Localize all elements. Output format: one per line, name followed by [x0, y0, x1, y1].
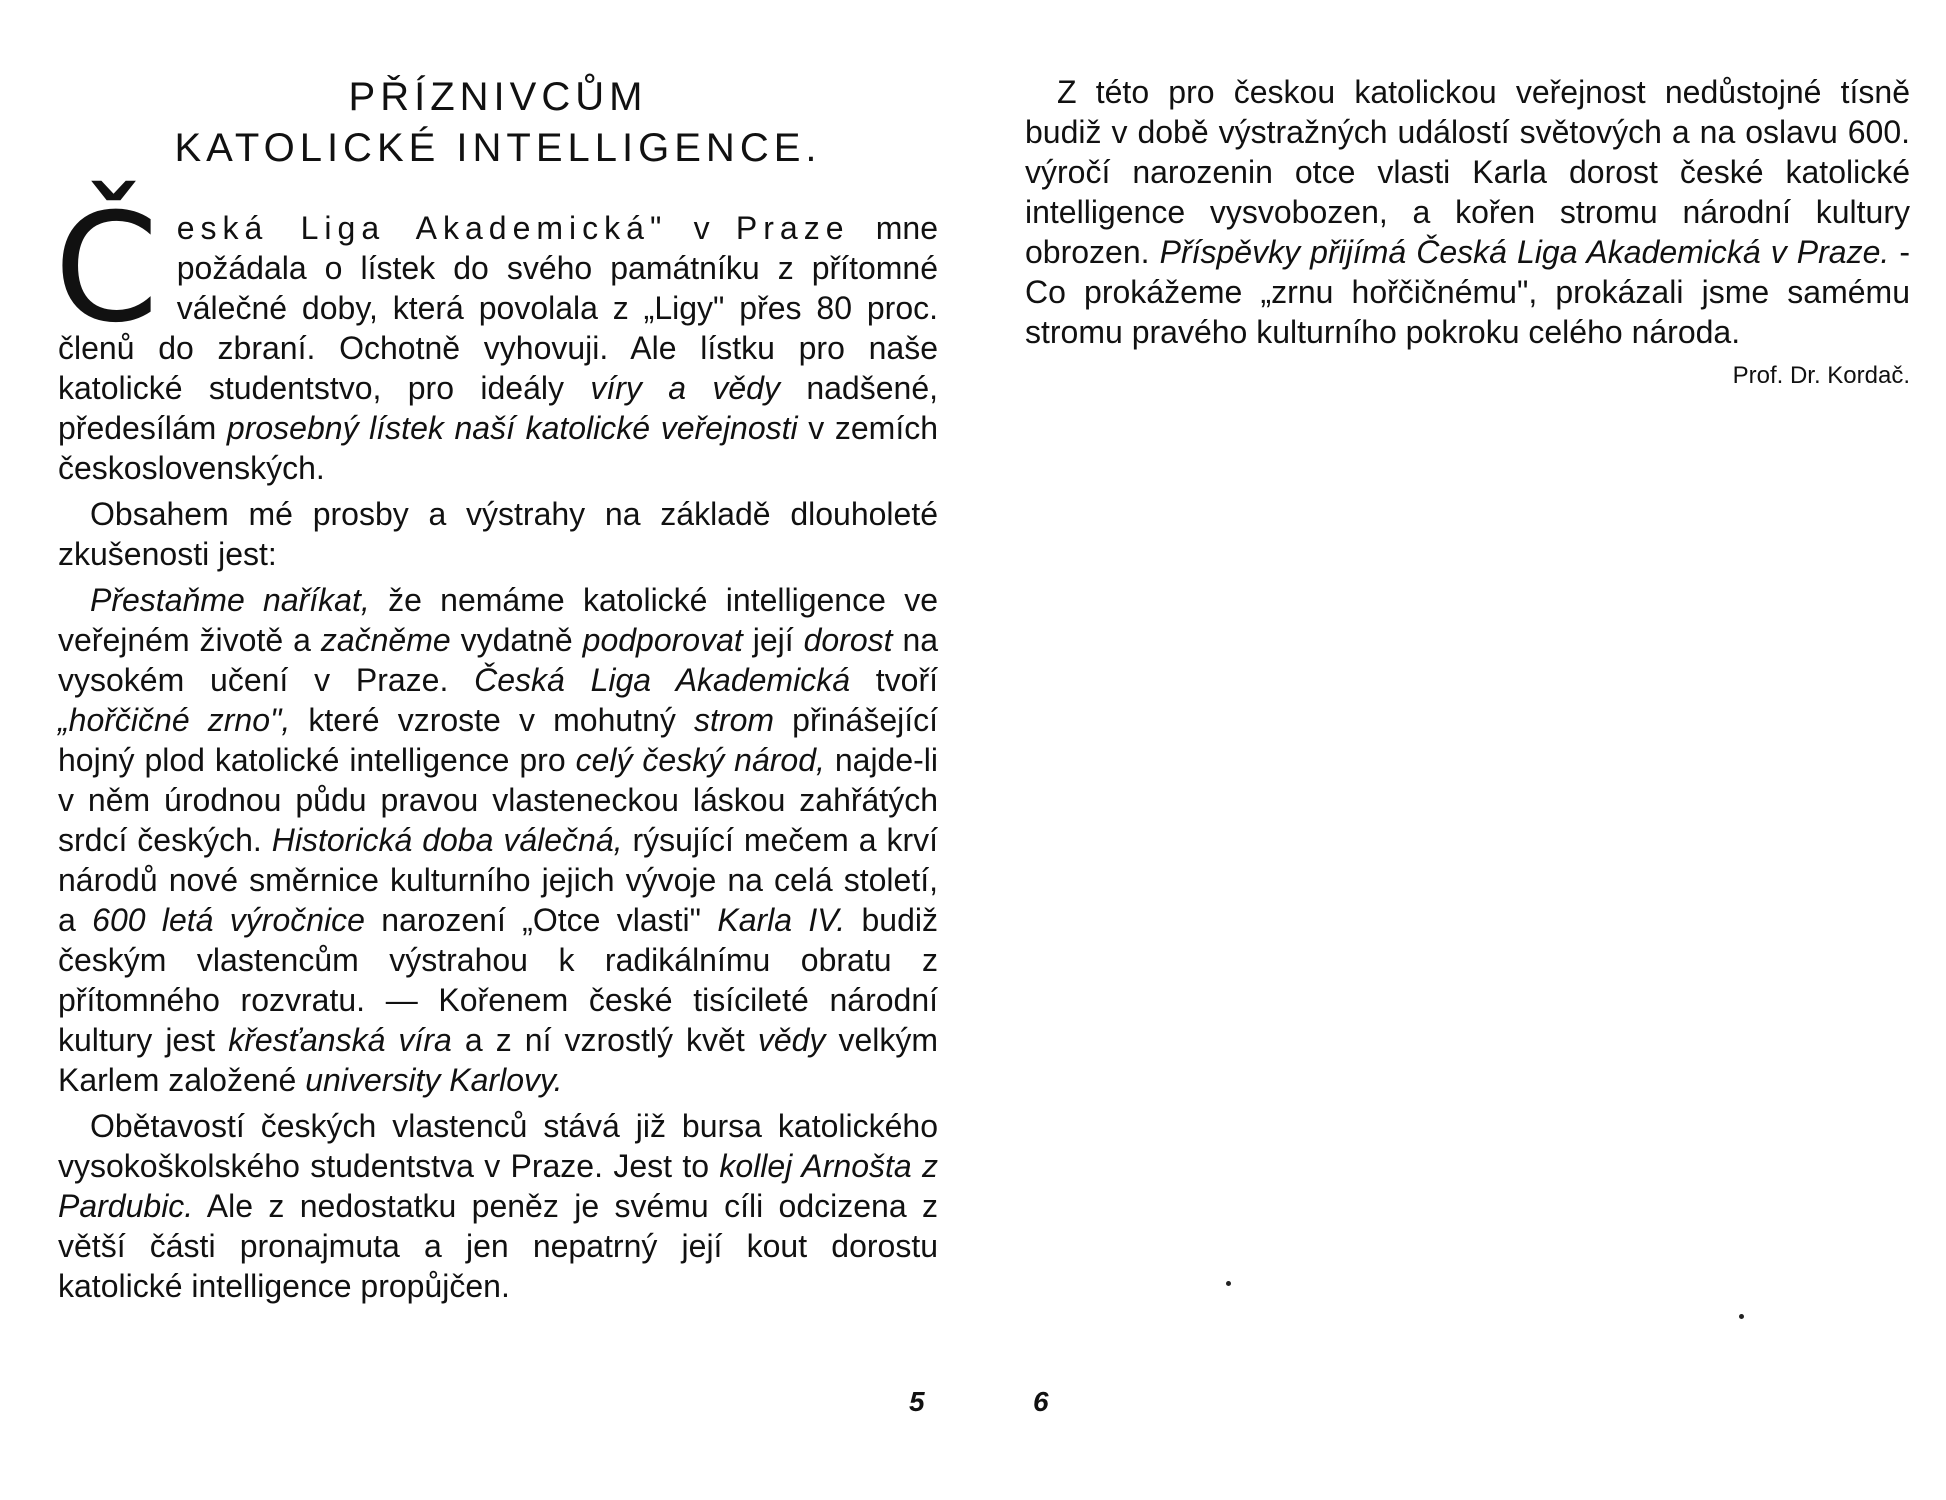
page-number-right: 6	[1033, 1386, 1049, 1417]
liga-name: eská Liga Akademická"	[176, 210, 668, 247]
page-subtitle: KATOLICKÉ INTELLIGENCE.	[174, 126, 822, 171]
page-title: PŘÍZNIVCŮM	[348, 75, 648, 119]
paragraph-1: Česká Liga Akademická" v Praze mne požádala o lístek do svého památníku z přítomné válečné doby, která povolala z „Ligy" přes 80 proc. členů do zbraní. Ochotně vyhovuji. Ale lístku pro naše katolické studentstvo, pro ideály víry a vědy nadšené, předesílám prosebný lístek naší katolické veřejnosti v zemích československých.	[54, 182, 939, 487]
ink-speck	[1226, 1281, 1231, 1286]
left-body-text	[54, 182, 939, 1306]
paragraph-4: Obětavostí českých vlastenců stává již bursa katolického vysokoškolského studentstva v Praze. Jest to kollej Arnošta z Pardubic. Ale z nedostatku peněz je svému cíli odcizena z větší části pronajmuta a jen nepatrný její kout dorostu katolické intelligence propůjčen.	[58, 1108, 939, 1305]
praha: Praze	[735, 210, 850, 247]
right-body-text	[1025, 72, 1910, 352]
left-page	[54, 0, 939, 1306]
paragraph-5: Z této pro českou katolickou veřejnost nedůstojné tísně budiž v době výstražných událostí světových a na oslavu 600. výročí narozenin otce vlasti Karla dorost české katolické intelligence vysvobozen, a kořen stromu národní kultury obrozen. Příspěvky přijímá Česká Liga Akademická v Praze. - Co prokážeme „zrnu hořčičnému", prokázali jsme samému stromu pravého kulturního pokroku celého národa.	[1025, 74, 1911, 350]
signature: Prof. Dr. Kordač.	[1732, 362, 1910, 389]
drop-cap: Č	[54, 182, 159, 357]
page-number-left: 5	[909, 1386, 925, 1417]
right-page	[1025, 0, 1910, 390]
ink-speck	[1739, 1314, 1744, 1319]
paragraph-2: Obsahem mé prosby a výstrahy na základě dlouholeté zkušenosti jest:	[58, 496, 938, 573]
paragraph-3: Přestaňme naříkat, že nemáme katolické intelligence ve veřejném životě a začněme vydatně podporovat její dorost na vysokém učení v Praze. Česká Liga Akademická tvoří „hořčičné zrno", které vzroste v mohutný strom přinášející hojný plod katolické intelligence pro celý český národ, najde-li v něm úrodnou půdu pravou vlasteneckou láskou zahřátých srdcí českých. Historická doba válečná, rýsující mečem a krví národů nové směrnice kulturního jejich vývoje na celá století, a 600 letá výročnice narození „Otce vlasti" Karla IV. budiž českým vlastencům výstrahou k radikálnímu obratu z přítomného rozvratu. — Kořenem české tisícileté národní kultury jest křesťanská víra a z ní vzrostlý květ vědy velkým Karlem založené university Karlovy.	[58, 582, 939, 1099]
